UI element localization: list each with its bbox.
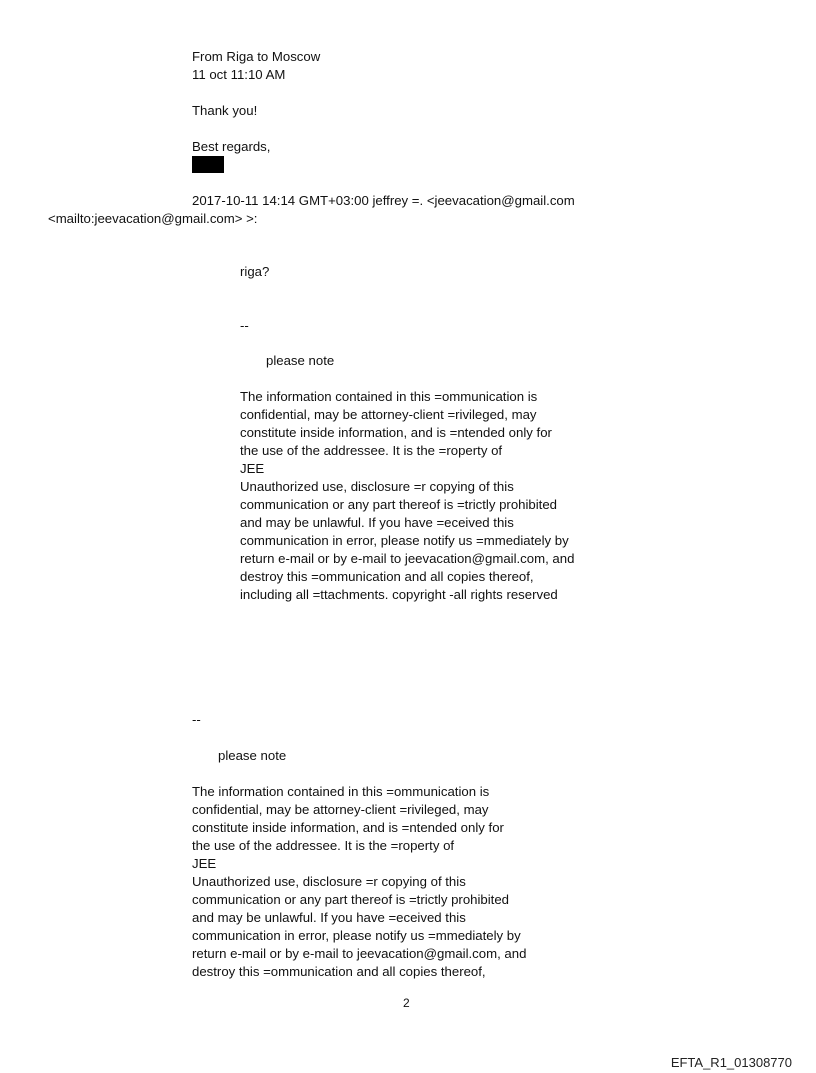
outer-disclaimer-line: confidential, may be attorney-client =rivileged, may (192, 802, 489, 817)
outer-separator: -- (192, 712, 201, 727)
quoted-note-title: please note (266, 353, 335, 368)
bates-number: EFTA_R1_01308770 (670, 1055, 792, 1070)
outer-disclaimer-line: communication or any part thereof is =trictly prohibited (192, 892, 510, 907)
quoted-disclaimer-line: JEE (240, 461, 265, 476)
quoted-disclaimer-line: the use of the addressee. It is the =roperty of (240, 443, 503, 458)
quoted-disclaimer-line: communication in error, please notify us =mmediately by (240, 533, 569, 548)
outer-disclaimer-line: and may be unlawful. If you have =eceived this (192, 910, 466, 925)
quoted-disclaimer-line: confidential, may be attorney-client =rivileged, may (240, 407, 537, 422)
quoted-disclaimer-line: destroy this =ommunication and all copies thereof, (240, 569, 534, 584)
outer-disclaimer-line: The information contained in this =ommunication is (192, 784, 490, 799)
outer-disclaimer-line: JEE (192, 856, 217, 871)
quoted-disclaimer-line: communication or any part thereof is =trictly prohibited (240, 497, 558, 512)
quoted-disclaimer-line: return e-mail or by e-mail to jeevacation@gmail.com, and (240, 551, 575, 566)
quote-header-line1: 2017-10-11 14:14 GMT+03:00 jeffrey =. <jeevacation@gmail.com (192, 193, 575, 208)
quoted-disclaimer-line: and may be unlawful. If you have =eceived this (240, 515, 514, 530)
reply-thanks: Thank you! (192, 103, 258, 118)
outer-disclaimer-line: Unauthorized use, disclosure =r copying of this (192, 874, 466, 889)
outer-disclaimer-line: destroy this =ommunication and all copies thereof, (192, 964, 486, 979)
quoted-disclaimer-line: constitute inside information, and is =ntended only for (240, 425, 552, 440)
outer-note-title: please note (218, 748, 287, 763)
redaction-box (192, 156, 224, 173)
outer-disclaimer-line: the use of the addressee. It is the =roperty of (192, 838, 455, 853)
outer-disclaimer-line: communication in error, please notify us =mmediately by (192, 928, 521, 943)
email-subject-line: From Riga to Moscow (192, 49, 321, 64)
outer-disclaimer-line: constitute inside information, and is =ntended only for (192, 820, 504, 835)
quoted-disclaimer-line: The information contained in this =ommunication is (240, 389, 538, 404)
quoted-question: riga? (240, 264, 270, 279)
quoted-disclaimer-line: including all =ttachments. copyright -all rights reserved (240, 587, 558, 602)
quoted-disclaimer-line: Unauthorized use, disclosure =r copying of this (240, 479, 514, 494)
outer-disclaimer-line: return e-mail or by e-mail to jeevacation@gmail.com, and (192, 946, 527, 961)
reply-closing: Best regards, (192, 139, 271, 154)
quoted-separator: -- (240, 318, 249, 333)
page-number: 2 (403, 996, 410, 1010)
quote-header-line2: <mailto:jeevacation@gmail.com> >: (48, 211, 258, 226)
email-date-line: 11 oct 11:10 AM (192, 67, 286, 82)
